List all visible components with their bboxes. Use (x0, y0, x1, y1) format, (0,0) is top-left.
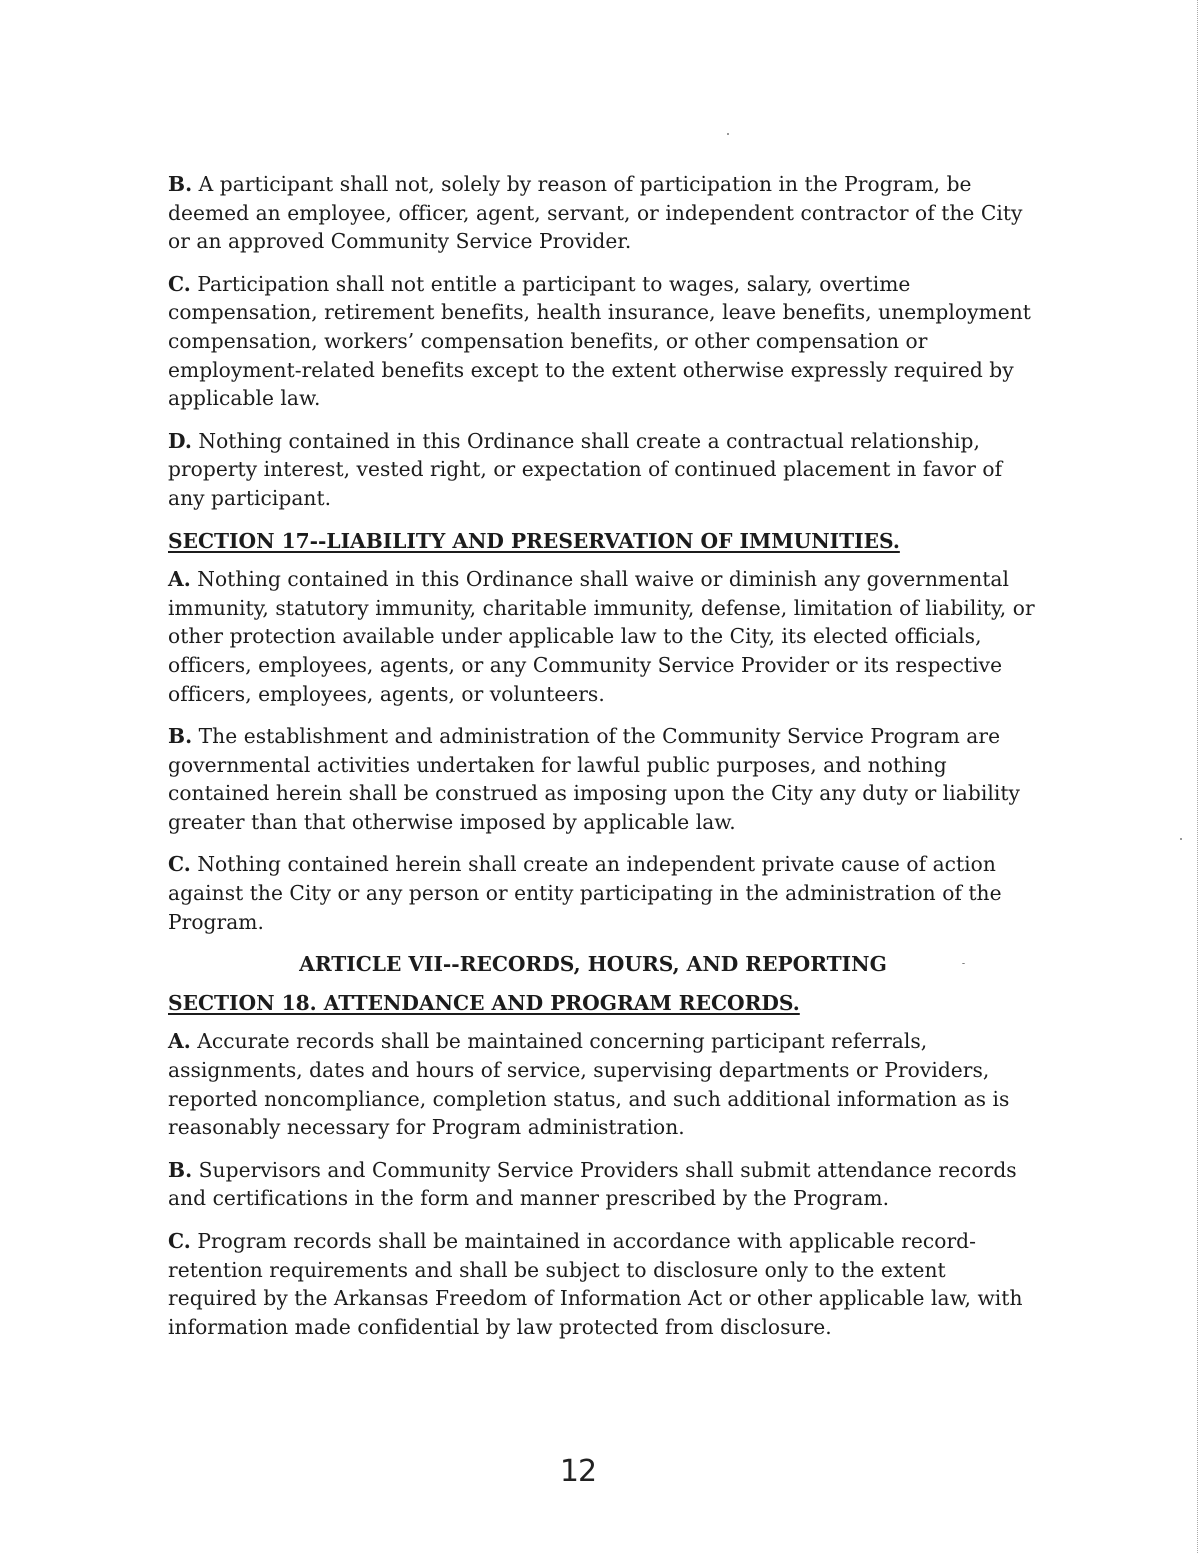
paragraph-text: Nothing contained herein shall create an independent private cause of action against the City or any person or entity participating in the administration of the Program. (168, 852, 1002, 934)
section-heading: SECTION 17--LIABILITY AND PRESERVATION OF IMMUNITIES. (168, 528, 900, 553)
paragraph (168, 1227, 1038, 1341)
paragraph-text: Nothing contained in this Ordinance shall create a contractual relationship, property interest, vested right, or expectation of continued placement in favor of any participant. (168, 428, 1003, 510)
paragraph-text: A participant shall not, solely by reason of participation in the Program, be deemed an employee, officer, agent, servant, or independent contractor of the City or an approved Community Service Provider. (168, 172, 1023, 254)
paragraph-text: The establishment and administration of the Community Service Program are governmental activities undertaken for lawful public purposes, and nothing contained herein shall be construed as imposing upon the City any duty or liability greater than that otherwise imposed by applicable law. (168, 724, 1020, 834)
paragraph-label: A. (168, 567, 191, 592)
paragraph-label: C. (168, 1229, 191, 1253)
paragraph-text: Program records shall be maintained in accordance with applicable record-retention requirements and shall be subject to disclosure only to the extent required by the Arkansas Freedom of Information Act or other applicable law, with information made confidential by law protected from disclosure. (168, 1229, 1023, 1339)
paragraph (168, 270, 1038, 413)
document-body (168, 170, 1038, 1355)
paragraph-label: B. (168, 172, 193, 196)
page-number: 12 (559, 1454, 597, 1489)
paragraph-text: Nothing contained in this Ordinance shall waive or diminish any governmental immunity, statutory immunity, charitable immunity, defense, limitation of liability, or other protection available under applicable law to the City, its elected officials, officers, employees, agents, or any Community Service Provider or its respective officers, employees, agents, or volunteers. (168, 567, 1035, 706)
paragraph (168, 722, 1038, 836)
paragraph-label: A. (168, 1029, 191, 1054)
paragraph (168, 427, 1038, 513)
article-heading: ARTICLE VII--RECORDS, HOURS, AND REPORTING (299, 952, 887, 977)
paragraph-text: Participation shall not entitle a participant to wages, salary, overtime compensation, retirement benefits, health insurance, leave benefits, unemployment compensation, workers’ compensation benefits, or other compensation or employment-related benefits except to the extent otherwise expressly required by applicable law. (168, 271, 1031, 411)
paragraph (168, 1027, 1038, 1141)
paragraph-label: B. (168, 724, 193, 749)
paragraph (168, 170, 1038, 256)
paragraph-text: Accurate records shall be maintained concerning participant referrals, assignments, dates and hours of service, supervising departments or Providers, reported noncompliance, completion status, and such additional information as is reasonably necessary for Program administration. (168, 1029, 1010, 1140)
scan-speck (1180, 838, 1182, 840)
section-heading: SECTION 18. ATTENDANCE AND PROGRAM RECORDS. (168, 990, 800, 1015)
scan-edge-border (1196, 0, 1198, 1553)
paragraph (168, 565, 1038, 708)
paragraph-label: C. (168, 271, 191, 296)
paragraph (168, 1156, 1038, 1213)
paragraph-text: Supervisors and Community Service Providers shall submit attendance records and certifications in the form and manner prescribed by the Program. (168, 1157, 1017, 1211)
paragraph-label: C. (168, 852, 191, 877)
paragraph-label: B. (168, 1157, 193, 1182)
scan-speck (727, 133, 729, 135)
paragraph-label: D. (168, 428, 192, 453)
paragraph (168, 850, 1038, 936)
